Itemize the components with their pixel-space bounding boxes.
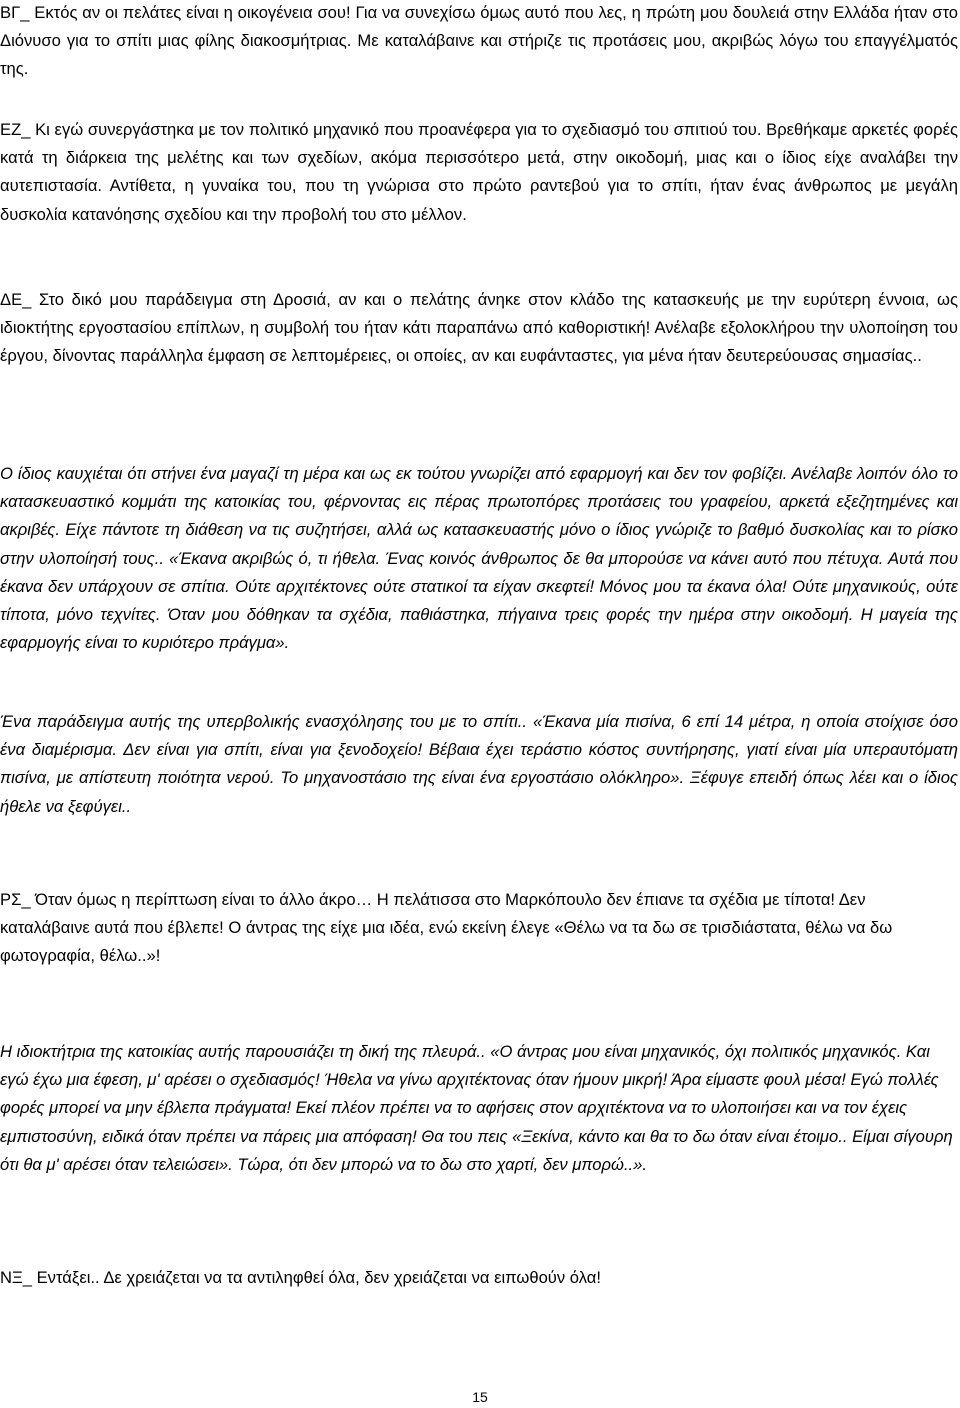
paragraph-nx: ΝΞ_ Εντάξει.. Δε χρειάζεται να τα αντιληφθεί όλα, δεν χρειάζεται να ειπωθούν όλα! — [0, 1268, 601, 1287]
paragraph-bg: ΒΓ_ Εκτός αν οι πελάτες είναι η οικογένεια σου! Για να συνεχίσω όμως αυτό που λες, η πρώτη μου δουλειά στην Ελλάδα ήταν στο Διόνυσο για το σπίτι μιας φίλης διακοσμήτριας. Με καταλάβαινε και στήριζε τις προτάσεις μου, ακριβώς λόγω του επαγγέλματός της. — [0, 3, 958, 79]
paragraph-pool-example: Ένα παράδειγμα αυτής της υπερβολικής ενασχόλησης του με το σπίτι.. «Έκανα μία πισίνα, 6 επί 14 μέτρα, η οποία στοίχισε όσο ένα διαμέρισμα. Δεν είναι για σπίτι, είναι για ξενοδοχείο! Βέβαια έχει τεράστιο κόστος συντήρησης, γιατί είναι μία υπεραυτόματη πισίνα, με απίστευτη ποιότητα νερού. Το μηχανοστάσιο της είναι ένα εργοστάσιο ολόκληρο». Ξέφυγε επειδή όπως λέει και ο ίδιος ήθελε να ξεφύγει.. — [0, 712, 958, 816]
page-number: 15 — [472, 1389, 488, 1405]
paragraph-owner-quote: Η ιδιοκτήτρια της κατοικίας αυτής παρουσιάζει τη δική της πλευρά.. «Ο άντρας μου είναι μηχανικός, όχι πολιτικός μηχανικός. Και εγώ έχω μια έφεση, μ' αρέσει ο σχεδιασμός! Ήθελα να γίνω αρχιτέκτονας όταν ήμουν μικρή! Άρα είμαστε φουλ μέσα! Εγώ πολλές φορές μπορεί να μην έβλεπα πράγματα! Εκεί πλέον πρέπει να το αφήσεις στον αρχιτέκτονα να το υλοποιήσει και να τον έχεις εμπιστοσύνη, ειδικά όταν πρέπει να πάρεις μια απόφαση! Θα του πεις «Ξεκίνα, κάντο και θα το δω όταν είναι έτοιμο.. Είμαι σίγουρη ότι θα μ' αρέσει όταν τελειώσει». Τώρα, ότι δεν μπορώ να το δω στο χαρτί, δεν μπορώ..». — [0, 1042, 953, 1174]
paragraph-ez: ΕΖ_ Κι εγώ συνεργάστηκα με τον πολιτικό μηχανικό που προανέφερα για το σχεδιασμό του σπιτιού του. Βρεθήκαμε αρκετές φορές κατά τη διάρκεια της μελέτης και των σχεδίων, ακόμα περισσότερο μετά, στην οικοδομή, μιας και ο ίδιος είχε αναλάβει την αυτεπιστασία. Αντίθετα, η γυναίκα του, που τη γνώρισα στο πρώτο ραντεβού για το σπίτι, ήταν ένας άνθρωπος με μεγάλη δυσκολία κατανόησης σχεδίου και την προβολή του στο μέλλον. — [0, 120, 958, 224]
paragraph-de: ΔΕ_ Στο δικό μου παράδειγμα στη Δροσιά, αν και ο πελάτης άνηκε στον κλάδο της κατασκευής με την ευρύτερη έννοια, ως ιδιοκτήτης εργοστασίου επίπλων, η συμβολή του ήταν κάτι παραπάνω από καθοριστική! Ανέλαβε εξολοκλήρου την υλοποίηση του έργου, δίνοντας παράλληλα έμφαση σε λεπτομέρειες, οι οποίες, αν και ευφάνταστες, για μένα ήταν δευτερεύουσας σημασίας.. — [0, 290, 958, 366]
paragraph-rs: ΡΣ_ Όταν όμως η περίπτωση είναι το άλλο άκρο… Η πελάτισσα στο Μαρκόπουλο δεν έπιανε τα σχέδια με τίποτα! Δεν καταλάβαινε αυτά που έβλεπε! Ο άντρας της είχε μια ιδέα, ενώ εκείνη έλεγε «Θέλω να τα δω σε τρισδιάστατα, θέλω να δω φωτογραφία, θέλω..»! — [0, 890, 893, 966]
paragraph-client-quote: Ο ίδιος καυχιέται ότι στήνει ένα μαγαζί τη μέρα και ως εκ τούτου γνωρίζει από εφαρμογή και δεν τον φοβίζει. Ανέλαβε λοιπόν όλο το κατασκευαστικό κομμάτι της κατοικίας του, φέρνοντας εις πέρας πρωτοπόρες προτάσεις του γραφείου, αρκετά εξεζητημένες και ακριβές. Είχε πάντοτε τη διάθεση να τις συζητήσει, αλλά ως κατασκευαστής μόνο ο ίδιος γνώριζε το βαθμό δυσκολίας και το ρίσκο στην υλοποίησή τους.. «Έκανα ακριβώς ό, τι ήθελα. Ένας κοινός άνθρωπος δε θα μπορούσε να κάνει αυτό που πέτυχα. Αυτά που έκανα δεν υπάρχουν σε σπίτια. Ούτε αρχιτέκτονες ούτε στατικοί τα είχαν σκεφτεί! Μόνος μου τα έκανα όλα! Ούτε μηχανικούς, ούτε τίποτα, μόνο τεχνίτες. Όταν μου δόθηκαν τα σχέδια, παθιάστηκα, πήγαινα τρεις φορές την ημέρα στην οικοδομή. Η μαγεία της εφαρμογής είναι το κυριότερο πράγμα». — [0, 464, 958, 653]
